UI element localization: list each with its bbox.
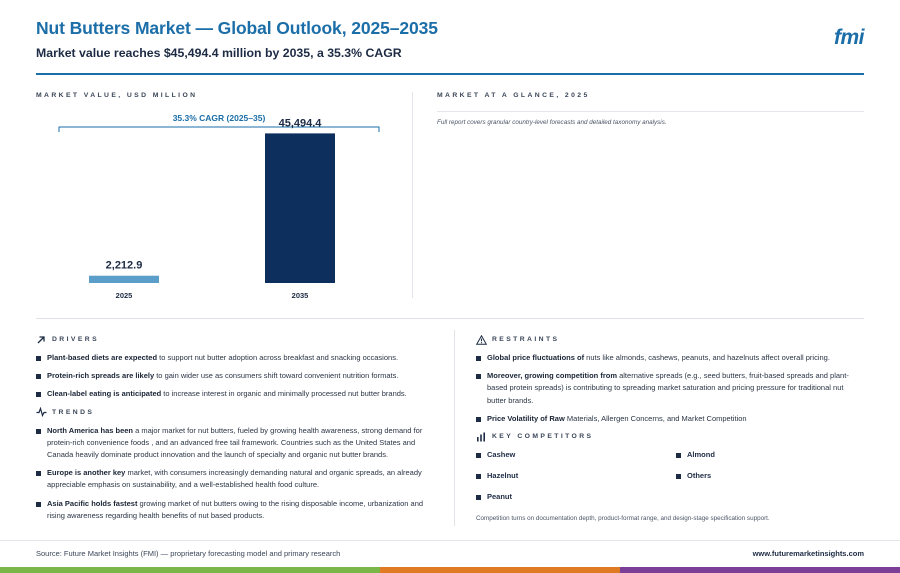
page-subtitle: Market value reaches $45,494.4 million by 2035, a 35.3% CAGR: [36, 46, 402, 60]
drivers-item-lead: Plant-based diets are expected: [47, 353, 158, 362]
x-tick-label: 2025: [115, 291, 133, 300]
bar-2035: [265, 133, 335, 283]
market-glance-panel: [437, 92, 864, 152]
panel-divider: [412, 92, 413, 298]
restraints-label: RESTRAINTS: [492, 336, 560, 343]
trends-label: TRENDS: [52, 408, 95, 416]
trends-item-lead: North America has been: [47, 425, 133, 435]
glance-section-label: MARKET AT A GLANCE, 2025: [437, 92, 590, 99]
drivers-item: [36, 388, 428, 400]
drivers-heading: [36, 334, 428, 345]
drivers-item-lead: Protein-rich spreads are likely: [47, 371, 155, 381]
drivers-item: [36, 352, 428, 364]
right-column: [476, 334, 864, 522]
page-title: Nut Butters Market — Global Outlook, 2025–2035: [36, 18, 438, 38]
trends-item: [36, 425, 428, 462]
bar-value-label: 2,212.9: [105, 259, 143, 272]
restraints-list: [476, 352, 864, 425]
trends-item-text: growing market of nut butters owing to the rising disposable income, urbanization and rising awareness regarding health benefits of nut based products.: [47, 498, 424, 520]
pulse-icon: [36, 407, 46, 417]
drivers-label: DRIVERS: [52, 336, 100, 343]
restraints-item: [476, 370, 864, 407]
competitor-item: Hazelnut: [476, 470, 676, 482]
restraints-item-text: nuts like almonds, cashews, peanuts, and hazelnuts affect overall pricing.: [584, 353, 830, 362]
competitor-item: Others: [676, 470, 826, 482]
fmi-logo[interactable]: fmi: [834, 26, 864, 49]
report-header: [36, 18, 864, 76]
restraints-item-lead: Price Volatility of Raw: [487, 413, 565, 423]
restraints-item-lead: Moreover, growing competition from: [487, 371, 618, 381]
website-link[interactable]: www.futuremarketinsights.com: [752, 549, 864, 558]
source-note: Source: Future Market Insights (FMI) — proprietary forecasting model and primary research: [36, 549, 341, 558]
bar-value-label: 45,494.4: [278, 117, 322, 130]
competitors-note: Competition turns on documentation depth, product-format range, and design-stage specification support.: [476, 515, 770, 523]
bar-2025: [89, 276, 159, 283]
footer-stripe-purple: [620, 567, 900, 573]
section-divider: [36, 318, 864, 319]
restraints-item-lead: Global price fluctuations of: [487, 353, 585, 362]
bar-chart-icon: [476, 432, 486, 442]
trends-item-lead: Europe is another key: [47, 468, 126, 478]
drivers-list: [36, 352, 428, 401]
chart-section-label: MARKET VALUE, USD MILLION: [36, 92, 198, 99]
cagr-annotation: 35.3% CAGR (2025–35): [172, 113, 266, 123]
bar-chart: [36, 92, 404, 304]
restraints-item: [476, 413, 864, 425]
restraints-item-text: Materials, Allergen Concerns, and Market Competition: [564, 413, 747, 423]
competitors-heading: [476, 431, 864, 442]
trends-item: [36, 498, 428, 522]
warning-triangle-icon: [476, 335, 486, 345]
drivers-item-text: to increase interest in organic and minimally processed nut butter brands.: [161, 389, 407, 399]
footer-stripe-orange: [380, 567, 620, 573]
competitor-item: Peanut: [476, 491, 676, 503]
glance-divider: [437, 111, 864, 112]
trends-item-lead: Asia Pacific holds fastest: [47, 498, 138, 508]
footer-divider: [0, 540, 900, 541]
restraints-item-text: alternative spreads (e.g., seed butters, fruit-based spreads and plant-based protein spreads) is contributing to spreading market saturation and pricing pressure for traditional nut butter brands.: [487, 371, 849, 405]
drivers-item: [36, 370, 428, 382]
header-divider: [36, 73, 864, 75]
restraints-heading: [476, 334, 864, 345]
drivers-item-lead: Clean-label eating is anticipated: [47, 389, 162, 399]
restraints-item: [476, 352, 864, 364]
drivers-item-text: to gain wider use as consumers shift toward convenient nutrition formats.: [154, 371, 399, 381]
footer-stripe-green: [0, 567, 380, 573]
trends-list: [36, 425, 428, 522]
competitor-item: Cashew: [476, 449, 676, 461]
trends-item-text: market, with consumers increasingly demanding natural and organic spreads, an already appreciable emphasis on sustainability, and a well-established health food culture.: [47, 468, 422, 490]
cagr-bracket: [59, 127, 379, 132]
left-column: [36, 334, 428, 528]
market-value-chart-panel: [36, 92, 404, 304]
trends-item: [36, 467, 428, 491]
x-tick-label: 2035: [291, 291, 309, 300]
drivers-item-text: to support nut butter adoption across breakfast and snacking occasions.: [157, 353, 399, 362]
competitor-item: Almond: [676, 449, 826, 461]
competitors-grid: [476, 449, 864, 503]
column-divider: [454, 330, 455, 526]
trends-item-text: a major market for nut butters, fueled by growing health awareness, strong demand for protein-rich convenience foods , and an advanced free tail framework. Countries such as the United States and Canada heavily dominate product innovation and the launch of specialty and organic nut butter brands.: [47, 425, 423, 460]
glance-note: Full report covers granular country-level forecasts and detailed taxonomy analysis.: [437, 119, 667, 126]
trend-up-arrow-icon: [36, 335, 46, 345]
competitors-label: KEY COMPETITORS: [492, 433, 594, 441]
trends-heading: [36, 407, 428, 418]
